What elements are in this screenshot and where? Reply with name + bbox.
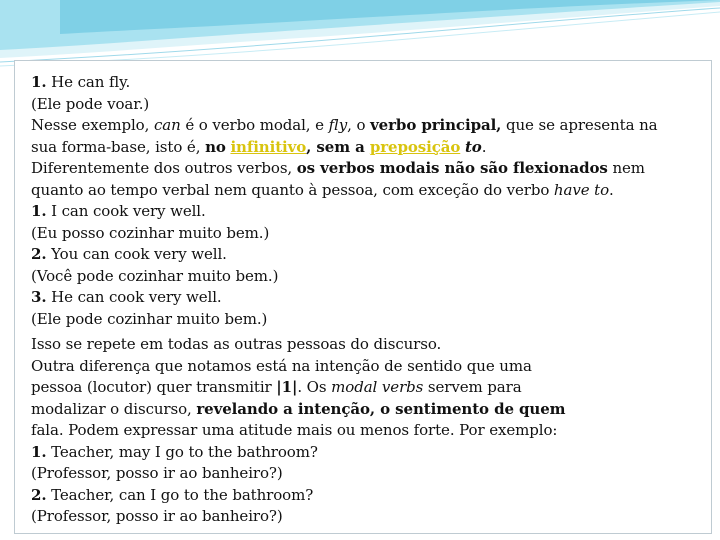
example-list-item: 2. You can cook very well. [31, 245, 227, 263]
example-list-translation: (Ele pode cozinhar muito bem.) [31, 309, 268, 328]
link-infinitivo[interactable]: infinitivo [230, 137, 307, 156]
example-list-item: 3. He can cook very well. [31, 288, 222, 306]
paragraph-2-line-1: Diferentemente dos outros verbos, os verbos modais não são flexionados nem [31, 159, 645, 177]
reference-marker: |1| [276, 378, 298, 396]
example-1-translation: (Ele pode voar.) [31, 94, 150, 113]
paragraph-3-line-3: pessoa (locutor) quer transmitir |1|. Os modal verbs servem para [31, 378, 522, 396]
example-list-translation: (Professor, posso ir ao banheiro?) [31, 507, 283, 525]
example-list-item: 1. Teacher, may I go to the bathroom? [31, 442, 318, 461]
paragraph-3-line-4: modalizar o discurso, revelando a intenção, o sentimento de quem [31, 399, 566, 418]
example-list-translation: (Você pode cozinhar muito bem.) [31, 266, 279, 285]
example-list-translation: (Eu posso cozinhar muito bem.) [31, 223, 270, 242]
example-list-translation: (Professor, posso ir ao banheiro?) [31, 464, 283, 482]
example-1: 1. He can fly. [31, 73, 131, 91]
paragraph-3-line-5: fala. Podem expressar uma atitude mais ou menos forte. Por exemplo: [31, 421, 558, 439]
paragraph-3-line-2: Outra diferença que notamos está na intenção de sentido que uma [31, 356, 532, 375]
paragraph-1-line-2: sua forma-base, isto é, no infinitivo, sem a preposição to. [31, 137, 487, 156]
link-preposicao[interactable]: preposição [369, 137, 461, 156]
example-list-item: 2. Teacher, can I go to the bathroom? [31, 485, 314, 504]
lesson-text [31, 72, 691, 528]
example-list-item: 1. I can cook very well. [31, 202, 206, 220]
paragraph-1-line-1: Nesse exemplo, can é o verbo modal, e fly, o verbo principal, que se apresenta na [31, 116, 658, 134]
paragraph-3-line-1: Isso se repete em todas as outras pessoas do discurso. [31, 335, 442, 353]
paragraph-2-line-2: quanto ao tempo verbal nem quanto à pessoa, com exceção do verbo have to. [31, 180, 614, 199]
